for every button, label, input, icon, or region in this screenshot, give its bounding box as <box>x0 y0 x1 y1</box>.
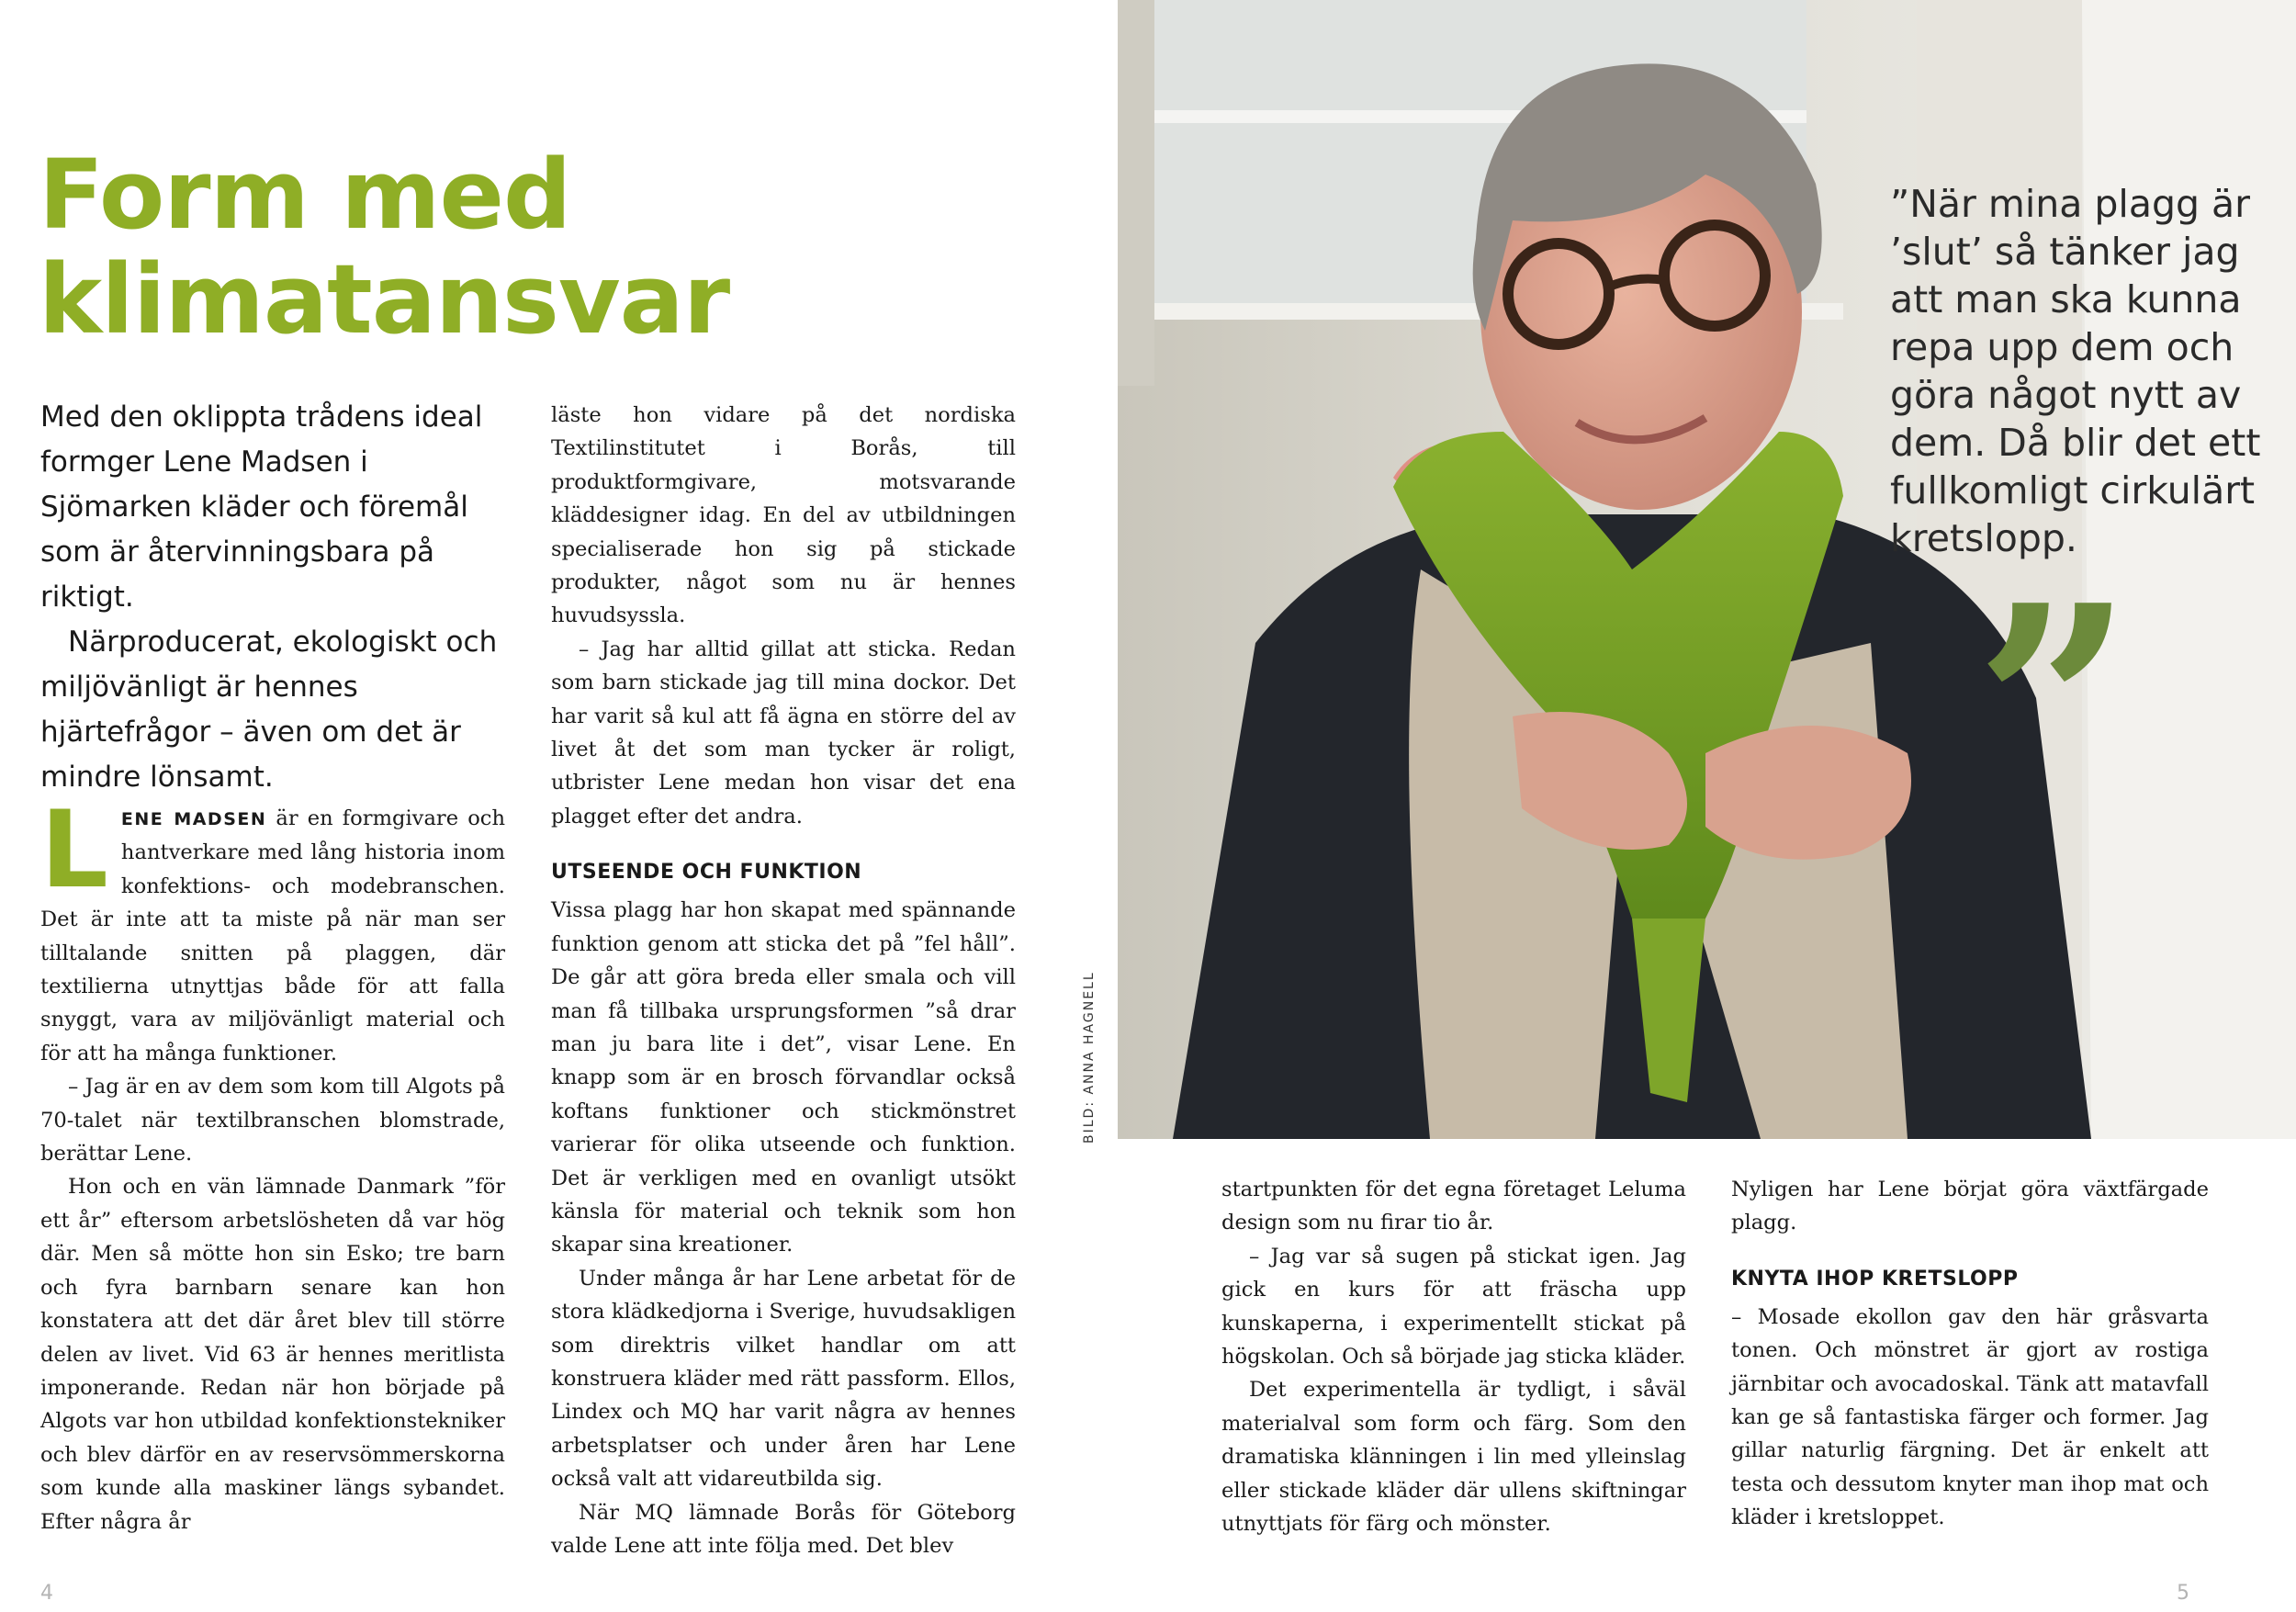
body-paragraph: Hon och en vän lämnade Danmark ”för ett år” eftersom arbetslösheten då var hög där. Men så mötte hon sin Esko; tre barn och fyra barnbarn senare kan hon konstatera att det där året blev till större delen av livet. Vid 63 är hennes meritlista imponerande. Redan när hon började på Algots var hon utbildad konfektionstekniker och blev därför en av reservsömmerskorna som kunde alla maskiner längs sybandet. Efter några år <box>40 1175 505 1534</box>
body-paragraph: startpunkten för det egna företaget Leluma design som nu firar tio år. <box>1221 1178 1686 1235</box>
drop-cap: L <box>40 788 108 912</box>
subheading-kretslopp: KNYTA IHOP KRETSLOPP <box>1731 1267 2019 1291</box>
headline-line-1: Form med <box>39 139 571 251</box>
headline <box>39 139 1095 355</box>
body-paragraph: – Jag är en av dem som kom till Algots på 70-talet när textilbranschen blomstrade, berättar Lene. <box>40 1075 505 1167</box>
body-paragraph: När MQ lämnade Borås för Göteborg valde Lene att inte följa med. Det blev <box>551 1500 1016 1558</box>
body-paragraph: Under många år har Lene arbetat för de stora klädkedjorna i Sverige, huvudsakligen som direktris vilket handlar om att konstruera kläder med rätt passform. Ellos, Lindex och MQ har varit några av hennes arbetsplatser och under åren har Lene också valt att vidareutbilda sig. <box>551 1266 1016 1492</box>
ingress-paragraph-1: Med den oklippta trådens ideal formger Lene Madsen i Sjömarken kläder och föremål som är återvinningsbara på riktigt. <box>40 400 483 614</box>
photo-credit: BILD: ANNA HAGNELL <box>1082 971 1097 1144</box>
pull-quote: ”När mina plagg är ’slut’ så tänker jag att man ska kunna repa upp dem och göra något nytt av dem. Då blir det ett fullkomligt cirkulärt kretslopp. <box>1890 182 2261 560</box>
body-paragraph-lead <box>40 788 506 1070</box>
body-column-3 <box>1221 1173 1686 1540</box>
ingress-paragraph-2: Närproducerat, ekologiskt och miljövänligt är hennes hjärtefrågor – även om det är mindre lönsamt. <box>40 626 498 794</box>
page-number-right: 5 <box>2177 1582 2189 1605</box>
body-paragraph: – Mosade ekollon gav den här gråsvarta tonen. Och mönstret är gjort av rostiga järnbitar och avocadoskal. Tänk att matavfall kan ge så fantastiska färger och former. Jag gillar naturlig färgning. Det är enkelt att testa och dessutom knyter man ihop mat och kläder i kretsloppet. <box>1731 1304 2209 1530</box>
subheading-utseende: UTSEENDE OCH FUNKTION <box>551 861 862 885</box>
headline-line-2: klimatansvar <box>39 243 730 355</box>
body-paragraph: – Jag var så sugen på stickat igen. Jag gick en kurs för att fräscha upp kunskaperna, i experimentellt stickat på högskolan. Och så började jag sticka kläder. <box>1221 1244 1686 1370</box>
body-paragraph: – Jag har alltid gillat att sticka. Redan som barn stickade jag till mina dockor. Det har varit så kul att få ägna en större del av livet åt det som man tycker är roligt, utbrister Lene medan hon visar det ena plagget efter det andra. <box>551 637 1016 829</box>
body-paragraph: Det experimentella är tydligt, i såväl materialval som form och färg. Som den dramatiska klänningen i lin med ylleinslag eller stickade kläder där ullens skiftningar utnyttjats för färg och mönster. <box>1221 1378 1686 1537</box>
closing-quote-mark: ” <box>1975 545 2133 869</box>
body-column-4 <box>1731 1173 2209 1535</box>
body-paragraph: Vissa plagg har hon skapat med spännande funktion genom att sticka det på ”fel håll”. De går att göra breda eller smala och vill man få tillbaka ursprungsformen ”så drar man ju bara lite i det”, visar Lene. En knapp som är en brosch förvandlar också koftans funktioner och stickmönstret varierar för olika utseende och funktion. Det är verkligen med en ovanligt utsökt känsla för material och teknik som hon skapar sina kreationer. <box>551 898 1016 1257</box>
page-number-left: 4 <box>40 1582 53 1605</box>
lead-text: är en formgivare och hantverkare med lång historia inom konfektions- och modebranschen. Det är inte att ta miste på när man ser tilltalande snitten på plaggen, där textilierna utnyttjas både för att falla snyggt, vara av miljövänligt material och för att ha många funktioner. <box>40 806 506 1065</box>
body-column-1 <box>40 788 506 1539</box>
body-column-2 <box>551 399 1016 1562</box>
ingress <box>40 395 518 800</box>
lead-smallcaps: ENE MADSEN <box>120 809 267 829</box>
body-paragraph: läste hon vidare på det nordiska Textilinstitutet i Borås, till produktformgivare, motsvarande kläddesigner idag. En del av utbildningen specialiserade hon sig på stickade produkter, något som nu är hennes huvudsyssla. <box>551 403 1016 628</box>
body-paragraph: Nyligen har Lene börjat göra växtfärgade plagg. <box>1731 1178 2209 1235</box>
